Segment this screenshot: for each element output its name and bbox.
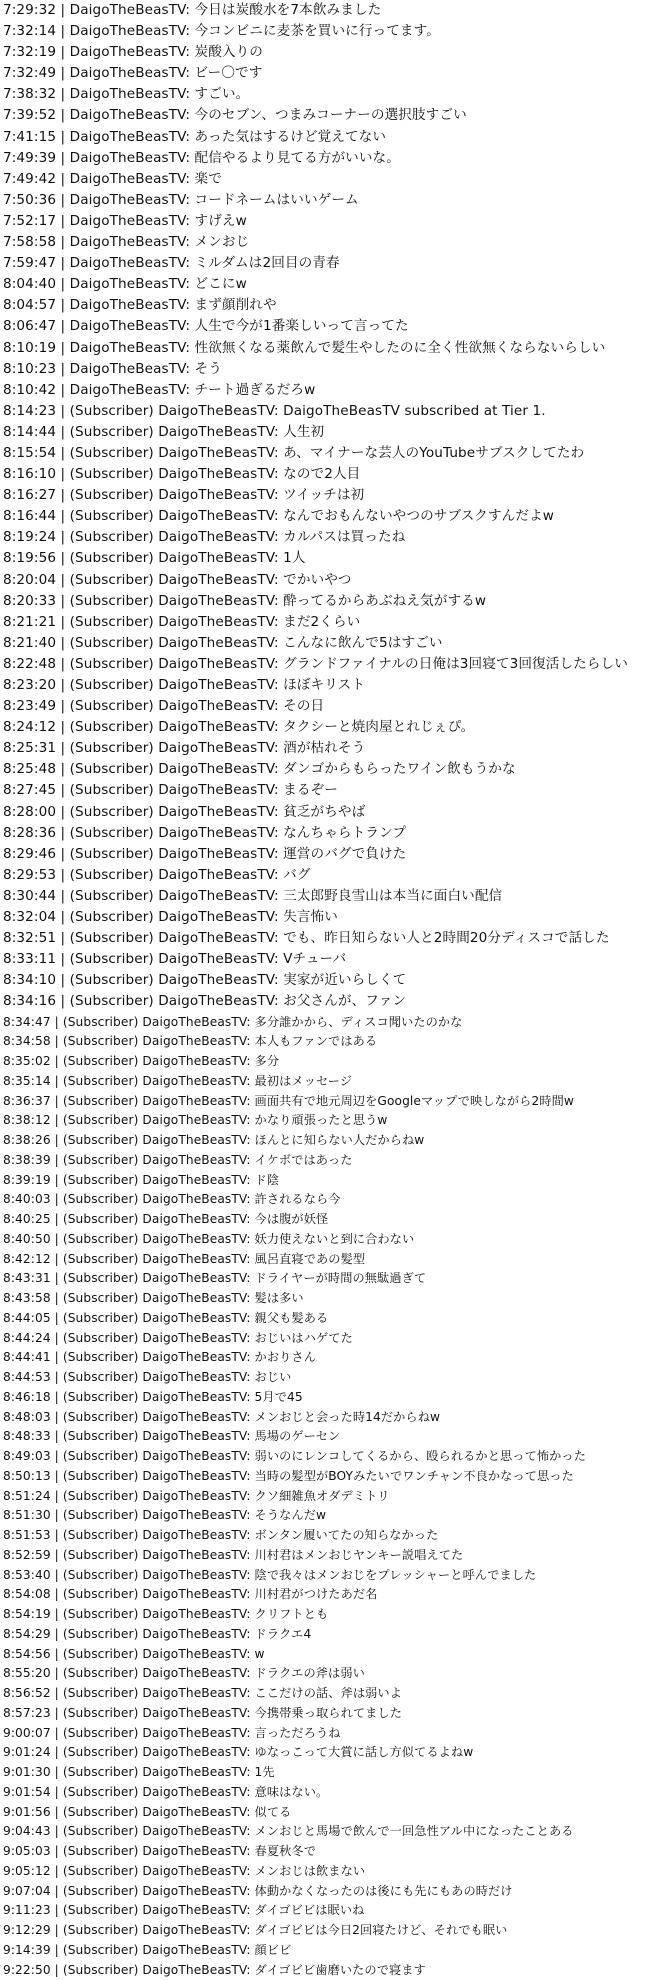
chat-message: 9:00:07 | (Subscriber) DaigoTheBeasTV: 言っただろうね xyxy=(3,1724,670,1744)
chat-message: 8:38:12 | (Subscriber) DaigoTheBeasTV: かなり頑張ったと思うw xyxy=(3,1111,670,1131)
chat-message: 8:25:48 | (Subscriber) DaigoTheBeasTV: ダンゴからもらったワイン飲もうかな xyxy=(3,759,670,780)
chat-message: 8:34:16 | (Subscriber) DaigoTheBeasTV: お父さんが、ファン xyxy=(3,991,670,1012)
chat-message: 8:54:56 | (Subscriber) DaigoTheBeasTV: w xyxy=(3,1645,670,1665)
chat-message: 9:01:56 | (Subscriber) DaigoTheBeasTV: 似てる xyxy=(3,1803,670,1823)
chat-message: 8:25:31 | (Subscriber) DaigoTheBeasTV: 酒が枯れそう xyxy=(3,738,670,759)
chat-message: 8:29:46 | (Subscriber) DaigoTheBeasTV: 運営のバグで負けた xyxy=(3,844,670,865)
chat-message: 8:16:27 | (Subscriber) DaigoTheBeasTV: ツイッチは初 xyxy=(3,485,670,506)
chat-message: 9:05:03 | (Subscriber) DaigoTheBeasTV: 春夏秋冬で xyxy=(3,1842,670,1862)
chat-message: 8:51:24 | (Subscriber) DaigoTheBeasTV: クソ細雑魚オダデミトリ xyxy=(3,1487,670,1507)
chat-message: 8:30:44 | (Subscriber) DaigoTheBeasTV: 三太郎野良雪山は本当に面白い配信 xyxy=(3,886,670,907)
chat-message: 8:54:19 | (Subscriber) DaigoTheBeasTV: クリフトとも xyxy=(3,1605,670,1625)
chat-message: 8:43:31 | (Subscriber) DaigoTheBeasTV: ドライヤーが時間の無駄過ぎて xyxy=(3,1269,670,1289)
chat-message: 8:04:57 | DaigoTheBeasTV: まず顔削れや xyxy=(3,295,670,316)
chat-message: 8:27:45 | (Subscriber) DaigoTheBeasTV: まるぞー xyxy=(3,780,670,801)
chat-message: 8:20:33 | (Subscriber) DaigoTheBeasTV: 酔ってるからあぶねえ気がするw xyxy=(3,591,670,612)
chat-message: 8:35:14 | (Subscriber) DaigoTheBeasTV: 最初はメッセージ xyxy=(3,1072,670,1092)
chat-message: 7:49:39 | DaigoTheBeasTV: 配信やるより見てる方がいいな。 xyxy=(3,148,670,169)
chat-message: 8:48:03 | (Subscriber) DaigoTheBeasTV: メンおじと会った時14だからねw xyxy=(3,1408,670,1428)
chat-message: 8:49:03 | (Subscriber) DaigoTheBeasTV: 弱いのにレンコしてくるから、殴られるかと思って怖かった xyxy=(3,1447,670,1467)
chat-message: 9:07:04 | (Subscriber) DaigoTheBeasTV: 体動かなくなったのは後にも先にもあの時だけ xyxy=(3,1882,670,1902)
chat-message: 8:36:37 | (Subscriber) DaigoTheBeasTV: 画面共有で地元周辺をGoogleマップで映しながら2時間w xyxy=(3,1092,670,1112)
chat-message: 7:58:58 | DaigoTheBeasTV: メンおじ xyxy=(3,232,670,253)
chat-message: 8:42:12 | (Subscriber) DaigoTheBeasTV: 風呂直寝であの髪型 xyxy=(3,1250,670,1270)
chat-message: 7:52:17 | DaigoTheBeasTV: すげえw xyxy=(3,211,670,232)
chat-message: 9:12:29 | (Subscriber) DaigoTheBeasTV: ダイゴビビは今日2回寝たけど、それでも眠い xyxy=(3,1921,670,1941)
chat-message: 8:57:23 | (Subscriber) DaigoTheBeasTV: 今携帯乗っ取られてました xyxy=(3,1704,670,1724)
chat-message: 8:21:40 | (Subscriber) DaigoTheBeasTV: こんなに飲んで5はすごい xyxy=(3,633,670,654)
chat-message: 9:11:23 | (Subscriber) DaigoTheBeasTV: ダイゴビビは眠いね xyxy=(3,1901,670,1921)
chat-message: 8:43:58 | (Subscriber) DaigoTheBeasTV: 髪は多い xyxy=(3,1289,670,1309)
chat-message: 9:01:54 | (Subscriber) DaigoTheBeasTV: 意味はない。 xyxy=(3,1783,670,1803)
chat-message: 8:06:47 | DaigoTheBeasTV: 人生で今が1番楽しいって言ってた xyxy=(3,316,670,337)
chat-message: 9:22:50 | (Subscriber) DaigoTheBeasTV: ダイゴビビ歯磨いたので寝ます xyxy=(3,1961,670,1980)
chat-message: 8:28:36 | (Subscriber) DaigoTheBeasTV: なんちゃらトランプ xyxy=(3,823,670,844)
chat-message: 7:39:52 | DaigoTheBeasTV: 今のセブン、つまみコーナーの選択肢すごい xyxy=(3,105,670,126)
chat-message: 8:23:49 | (Subscriber) DaigoTheBeasTV: その日 xyxy=(3,696,670,717)
chat-message: 8:23:20 | (Subscriber) DaigoTheBeasTV: ほぼキリスト xyxy=(3,675,670,696)
chat-message: 8:54:29 | (Subscriber) DaigoTheBeasTV: ドラクエ4 xyxy=(3,1625,670,1645)
chat-message: 8:19:56 | (Subscriber) DaigoTheBeasTV: 1人 xyxy=(3,548,670,569)
chat-message: 8:55:20 | (Subscriber) DaigoTheBeasTV: ドラクエの斧は弱い xyxy=(3,1664,670,1684)
chat-message: 8:16:44 | (Subscriber) DaigoTheBeasTV: なんでおもんないやつのサブスクすんだよw xyxy=(3,506,670,527)
chat-message: 8:20:04 | (Subscriber) DaigoTheBeasTV: でかいやつ xyxy=(3,570,670,591)
chat-message: 8:19:24 | (Subscriber) DaigoTheBeasTV: カルパスは買ったね xyxy=(3,527,670,548)
chat-message: 8:44:53 | (Subscriber) DaigoTheBeasTV: おじい xyxy=(3,1368,670,1388)
chat-message: 8:44:41 | (Subscriber) DaigoTheBeasTV: かおりさん xyxy=(3,1348,670,1368)
chat-message: 8:44:05 | (Subscriber) DaigoTheBeasTV: 親父も髪ある xyxy=(3,1309,670,1329)
chat-message: 8:34:58 | (Subscriber) DaigoTheBeasTV: 本人もファンではある xyxy=(3,1032,670,1052)
chat-message: 8:46:18 | (Subscriber) DaigoTheBeasTV: 5月で45 xyxy=(3,1388,670,1408)
chat-message: 7:38:32 | DaigoTheBeasTV: すごい。 xyxy=(3,84,670,105)
chat-message: 8:34:10 | (Subscriber) DaigoTheBeasTV: 実家が近いらしくて xyxy=(3,970,670,991)
chat-message: 8:14:23 | (Subscriber) DaigoTheBeasTV: DaigoTheBeasTV subscribed at Tier 1. xyxy=(3,401,670,422)
chat-message: 7:32:49 | DaigoTheBeasTV: ビー〇です xyxy=(3,63,670,84)
chat-message: 8:32:51 | (Subscriber) DaigoTheBeasTV: でも、昨日知らない人と2時間20分ディスコで話した xyxy=(3,928,670,949)
chat-message: 7:29:32 | DaigoTheBeasTV: 今日は炭酸水を7本飲みました xyxy=(3,0,670,21)
chat-message: 8:15:54 | (Subscriber) DaigoTheBeasTV: あ、マイナーな芸人のYouTubeサブスクしてたわ xyxy=(3,443,670,464)
chat-message: 9:05:12 | (Subscriber) DaigoTheBeasTV: メンおじは飲まない xyxy=(3,1862,670,1882)
chat-message: 8:14:44 | (Subscriber) DaigoTheBeasTV: 人生初 xyxy=(3,422,670,443)
chat-message: 8:39:19 | (Subscriber) DaigoTheBeasTV: ド陰 xyxy=(3,1171,670,1191)
chat-message: 8:28:00 | (Subscriber) DaigoTheBeasTV: 貧乏がちやば xyxy=(3,802,670,823)
chat-message: 8:48:33 | (Subscriber) DaigoTheBeasTV: 馬場のゲーセン xyxy=(3,1427,670,1447)
chat-message: 8:10:23 | DaigoTheBeasTV: そう xyxy=(3,359,670,380)
chat-message: 9:04:43 | (Subscriber) DaigoTheBeasTV: メンおじと馬場で飲んで一回急性アル中になったことある xyxy=(3,1822,670,1842)
chat-message: 8:52:59 | (Subscriber) DaigoTheBeasTV: 川村君はメンおじヤンキー説唱えてた xyxy=(3,1546,670,1566)
chat-message: 8:24:12 | (Subscriber) DaigoTheBeasTV: タクシーと焼肉屋とれじぇぴ。 xyxy=(3,717,670,738)
chat-message: 8:51:30 | (Subscriber) DaigoTheBeasTV: そうなんだw xyxy=(3,1506,670,1526)
chat-message: 8:10:42 | DaigoTheBeasTV: チート過ぎるだろw xyxy=(3,380,670,401)
chat-message: 7:32:19 | DaigoTheBeasTV: 炭酸入りの xyxy=(3,42,670,63)
chat-message: 8:33:11 | (Subscriber) DaigoTheBeasTV: Vチューバ xyxy=(3,949,670,970)
chat-message: 7:32:14 | DaigoTheBeasTV: 今コンビニに麦茶を買いに行ってます。 xyxy=(3,21,670,42)
chat-message: 9:01:24 | (Subscriber) DaigoTheBeasTV: ゆなっこって大賞に話し方似てるよねw xyxy=(3,1743,670,1763)
chat-message: 9:14:39 | (Subscriber) DaigoTheBeasTV: 顔ビビ xyxy=(3,1941,670,1961)
chat-message: 8:21:21 | (Subscriber) DaigoTheBeasTV: まだ2くらい xyxy=(3,612,670,633)
chat-message: 9:01:30 | (Subscriber) DaigoTheBeasTV: 1先 xyxy=(3,1763,670,1783)
chat-message: 7:59:47 | DaigoTheBeasTV: ミルダムは2回目の青春 xyxy=(3,253,670,274)
chat-message: 8:35:02 | (Subscriber) DaigoTheBeasTV: 多分 xyxy=(3,1052,670,1072)
chat-message: 8:40:03 | (Subscriber) DaigoTheBeasTV: 許されるなら今 xyxy=(3,1190,670,1210)
chat-message: 8:29:53 | (Subscriber) DaigoTheBeasTV: バグ xyxy=(3,865,670,886)
chat-message: 8:16:10 | (Subscriber) DaigoTheBeasTV: なので2人目 xyxy=(3,464,670,485)
chat-message: 8:53:40 | (Subscriber) DaigoTheBeasTV: 陰で我々はメンおじをプレッシャーと呼んでました xyxy=(3,1566,670,1586)
chat-message: 7:50:36 | DaigoTheBeasTV: コードネームはいいゲーム xyxy=(3,190,670,211)
chat-message: 8:04:40 | DaigoTheBeasTV: どこにw xyxy=(3,274,670,295)
chat-message: 8:34:47 | (Subscriber) DaigoTheBeasTV: 多分誰かから、ディスコ聞いたのかな xyxy=(3,1013,670,1033)
chat-message: 8:10:19 | DaigoTheBeasTV: 性欲無くなる薬飲んで髪生やしたのに全く性欲無くならないらしい xyxy=(3,338,670,359)
chat-message: 8:38:39 | (Subscriber) DaigoTheBeasTV: イケボではあった xyxy=(3,1151,670,1171)
chat-message: 8:56:52 | (Subscriber) DaigoTheBeasTV: ここだけの話、斧は弱いよ xyxy=(3,1684,670,1704)
chat-message: 8:50:13 | (Subscriber) DaigoTheBeasTV: 当時の髪型がBOYみたいでワンチャン不良かなって思った xyxy=(3,1467,670,1487)
chat-message: 8:22:48 | (Subscriber) DaigoTheBeasTV: グランドファイナルの日俺は3回寝て3回復活したらしい xyxy=(3,654,670,675)
chat-message: 8:54:08 | (Subscriber) DaigoTheBeasTV: 川村君がつけたあだ名 xyxy=(3,1585,670,1605)
chat-message: 8:51:53 | (Subscriber) DaigoTheBeasTV: ボンタン履いてたの知らなかった xyxy=(3,1526,670,1546)
chat-message: 8:38:26 | (Subscriber) DaigoTheBeasTV: ほんとに知らない人だからねw xyxy=(3,1131,670,1151)
chat-message: 8:40:25 | (Subscriber) DaigoTheBeasTV: 今は腹が妖怪 xyxy=(3,1210,670,1230)
chat-message: 8:44:24 | (Subscriber) DaigoTheBeasTV: おじいはハゲてた xyxy=(3,1329,670,1349)
chat-message: 7:41:15 | DaigoTheBeasTV: あった気はするけど覚えてない xyxy=(3,127,670,148)
chat-message: 8:32:04 | (Subscriber) DaigoTheBeasTV: 失言怖い xyxy=(3,907,670,928)
chat-message: 8:40:50 | (Subscriber) DaigoTheBeasTV: 妖力使えないと到に合わない xyxy=(3,1230,670,1250)
chat-message: 7:49:42 | DaigoTheBeasTV: 楽で xyxy=(3,169,670,190)
